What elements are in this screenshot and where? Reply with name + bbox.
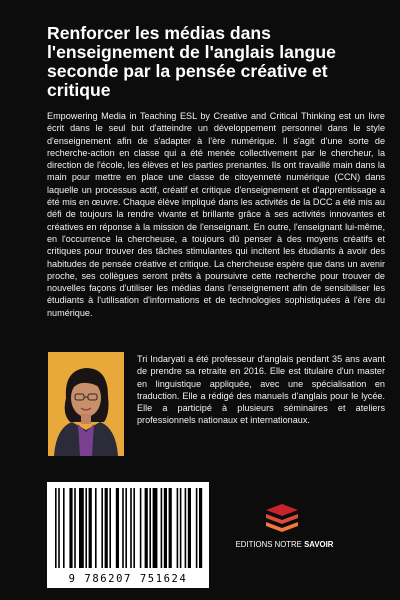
barcode-bar xyxy=(125,488,127,568)
barcode-bar xyxy=(199,488,202,568)
barcode-bar xyxy=(63,488,65,568)
author-bio: Tri Indaryati a été professeur d'anglais pendant 35 ans avant de prendre sa retraite en 2016. Elle est titulaire d'un master en linguistique appliquée, avec une spécialisation en traduction. Elle a rédigé des manuels d'anglais pour le lycée. Elle a participé à plusieurs séminaires et ateliers professionnels nationaux et internationaux. xyxy=(137,354,385,426)
barcode-bar xyxy=(164,488,167,568)
barcode-bar xyxy=(177,488,179,568)
barcode-bar xyxy=(74,488,76,568)
author-portrait-illustration xyxy=(48,352,124,456)
publisher-name xyxy=(222,540,347,549)
barcode-bar xyxy=(180,488,182,568)
barcode-bar xyxy=(196,488,198,568)
barcode-bar xyxy=(58,488,60,568)
barcode-bar xyxy=(133,488,135,568)
publisher-name-part2: SAVOIR xyxy=(304,540,334,549)
barcode-bar xyxy=(79,488,84,568)
publisher-name-part1: EDITIONS NOTRE xyxy=(235,540,302,549)
barcode-bar xyxy=(185,488,187,568)
book-description: Empowering Media in Teaching ESL by Creative and Critical Thinking est un livre écrit dans le seul but d'atteindre un développement personnel dans le style d'enseignement afin de s'adapter à l'ère numérique. Il s'agit d'une sorte de recherche-action en classe qui a été menée collectivement par le chercheur, la direction de l'école, les élèves et les parties prenantes. Ils ont travaillé main dans la main pour mettre en place une classe de citoyenneté numérique (CCN) dans laquelle un processus actif, créatif et critique d'enseignement et d'apprentissage a été mis en œuvre. Chaque élève impliqué dans les activités de la DCC a été mis au défi de toujours la rendre vivante et brillante grâce à ses activités innovantes et créatives en réponse à la mission de l'enseignant. En outre, l'enseignant lui-même, en l'occurrence la chercheuse, a toujours dû penser à des moyens créatifs et critiques pour trouver des tâches stimulantes qui incitent les étudiants à avoir des habitudes de pensée créative et critique. La chercheuse espère que dans un avenir proche, ses collègues seront prêts à poursuivre cette recherche pour trouver de nouvelles façons d'utiliser les médias dans l'enseignement afin de sensibiliser les étudiants à l'utilisation d'informations et de technologies sophistiquées à l'ère du numérique. xyxy=(47,111,385,318)
book-title: Renforcer les médias dans l'enseignement de l'anglais langue seconde par la pensée créative et critique xyxy=(47,23,336,100)
barcode-bar xyxy=(116,488,119,568)
barcode-bar xyxy=(89,488,92,568)
barcode-bar xyxy=(101,488,103,568)
barcode-bar xyxy=(169,488,172,568)
isbn-barcode xyxy=(47,482,209,588)
barcode-bar xyxy=(188,488,191,568)
barcode-bar xyxy=(130,488,132,568)
barcode-bar xyxy=(55,488,57,568)
barcode-bar xyxy=(149,488,151,568)
barcode-bar xyxy=(140,488,142,568)
barcode-bar xyxy=(161,488,163,568)
author-photo xyxy=(48,352,124,456)
barcode-bar xyxy=(122,488,124,568)
barcode-bar xyxy=(95,488,97,568)
barcode-bar xyxy=(109,488,111,568)
barcode-bar xyxy=(145,488,148,568)
barcode-bar xyxy=(69,488,72,568)
barcode-bar xyxy=(105,488,108,568)
barcode-bar xyxy=(85,488,87,568)
stacked-books-logo-icon xyxy=(262,500,302,534)
barcode-bars xyxy=(47,482,209,572)
barcode-bar xyxy=(153,488,158,568)
isbn-digits: 9 786207 751624 xyxy=(68,573,188,585)
